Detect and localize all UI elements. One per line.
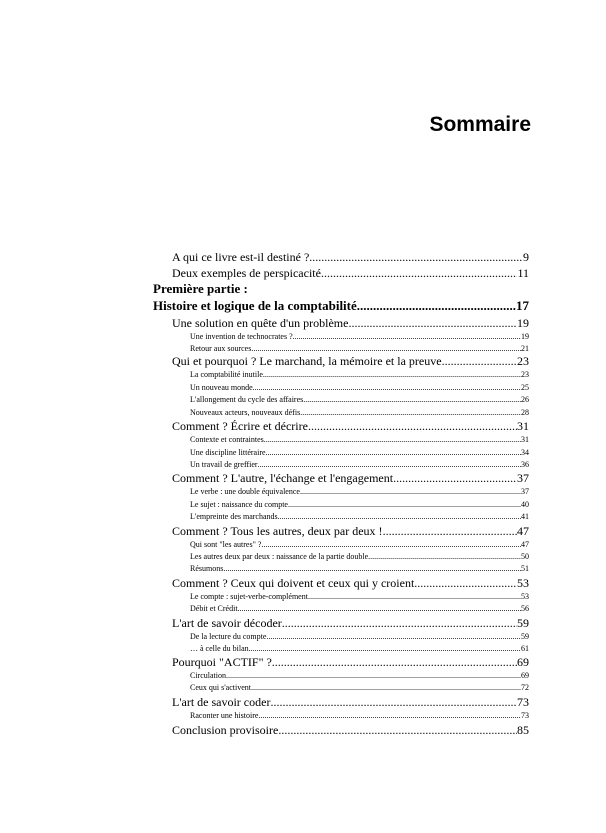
dot-leader — [308, 592, 521, 601]
toc-entry — [172, 419, 529, 434]
toc-entry-title: Le compte : sujet-verbe-complément — [190, 592, 308, 601]
toc-entry-title: Qui sont "les autres" ? — [190, 540, 262, 549]
toc-entry — [172, 316, 529, 331]
toc-subentry — [190, 711, 529, 720]
page-title: Sommaire — [429, 113, 531, 136]
dot-leader — [309, 250, 523, 265]
toc-subentry — [190, 408, 529, 417]
toc-entry-title: … à celle du bilan — [190, 644, 249, 653]
dot-leader — [303, 395, 521, 404]
toc-entry-title: La comptabilité inutile — [190, 370, 263, 379]
dot-leader — [223, 564, 521, 573]
toc-entry-title: Comment ? L'autre, l'échange et l'engagement — [172, 471, 394, 485]
toc-entry-title: Une solution en quête d'un problème — [172, 316, 349, 330]
toc-subentry — [190, 671, 529, 680]
toc-entry-page: 72 — [521, 683, 529, 692]
toc-entry-page: 37 — [517, 471, 529, 485]
toc-subentry — [190, 552, 529, 561]
toc-entry-page: 19 — [517, 316, 529, 330]
toc-subentry — [190, 395, 529, 404]
part-heading — [153, 281, 248, 297]
toc-entry-title: De la lecture du compte — [190, 632, 267, 641]
toc-entry-page: 73 — [517, 695, 529, 709]
dot-leader — [442, 354, 517, 369]
toc-entry-title: Comment ? Ceux qui doivent et ceux qui y croient — [172, 576, 415, 590]
toc-entry-page: 61 — [521, 644, 529, 653]
dot-leader — [266, 632, 521, 641]
toc-subentry — [190, 512, 529, 521]
toc-entry-page: 23 — [517, 354, 529, 368]
toc-entry-page: 17 — [516, 298, 529, 313]
toc-subentry — [190, 332, 529, 341]
toc-entry-page: 11 — [517, 266, 529, 280]
toc-entry-title: Comment ? Tous les autres, deux par deux ! — [172, 524, 383, 538]
dot-leader — [258, 711, 521, 720]
toc-entry-page: 23 — [521, 370, 529, 379]
toc-entry-page: 9 — [523, 250, 529, 264]
toc-entry — [172, 354, 529, 369]
dot-leader — [368, 552, 521, 561]
toc-entry-title: L'art de savoir décoder — [172, 616, 282, 630]
dot-leader — [357, 298, 516, 314]
toc-entry-page: 36 — [521, 460, 529, 469]
part-title-entry — [153, 298, 529, 314]
dot-leader — [270, 695, 517, 710]
toc-subentry — [190, 460, 529, 469]
dot-leader — [264, 435, 521, 444]
toc-subentry — [190, 632, 529, 641]
part-heading-label: Première partie : — [153, 281, 248, 296]
toc-entry — [172, 616, 529, 631]
toc-entry-page: 47 — [521, 540, 529, 549]
dot-leader — [249, 644, 521, 653]
toc-subentry — [190, 448, 529, 457]
toc-entry-page: 40 — [521, 500, 529, 509]
toc-subentry — [190, 604, 529, 613]
dot-leader — [288, 500, 521, 509]
toc-entry-title: Pourquoi "ACTIF" ? — [172, 655, 272, 669]
toc-entry — [172, 695, 529, 710]
dot-leader — [300, 408, 521, 417]
toc-entry-title: Retour aux sources — [190, 344, 252, 353]
toc-entry — [172, 723, 529, 738]
dot-leader — [258, 460, 521, 469]
toc-entry — [172, 250, 529, 265]
toc-entry — [172, 266, 529, 281]
toc-entry-page: 53 — [517, 576, 529, 590]
dot-leader — [383, 524, 517, 539]
toc-entry-title: Une discipline littéraire — [190, 448, 266, 457]
toc-entry-title: Un nouveau monde — [190, 383, 253, 392]
toc-entry-page: 59 — [521, 632, 529, 641]
toc-entry-title: Un travail de greffier — [190, 460, 258, 469]
toc-entry-page: 50 — [521, 552, 529, 561]
toc-entry-page: 28 — [521, 408, 529, 417]
toc-entry-title: L'allongement du cycle des affaires — [190, 395, 304, 404]
toc-subentry — [190, 370, 529, 379]
toc-entry-title: L'art de savoir coder — [172, 695, 271, 709]
toc-entry-page: 31 — [521, 435, 529, 444]
dot-leader — [263, 370, 521, 379]
dot-leader — [261, 540, 521, 549]
toc-entry-title: Circulation — [190, 671, 226, 680]
toc-entry — [172, 655, 529, 670]
dot-leader — [278, 723, 517, 738]
dot-leader — [300, 487, 521, 496]
toc-entry-page: 53 — [521, 592, 529, 601]
toc-entry — [172, 471, 529, 486]
dot-leader — [278, 512, 521, 521]
toc-entry-page: 85 — [517, 723, 529, 737]
toc-entry-title: A qui ce livre est-il destiné ? — [172, 250, 310, 264]
toc-entry-page: 19 — [521, 332, 529, 341]
toc-entry-page: 21 — [521, 344, 529, 353]
toc-entry-page: 41 — [521, 512, 529, 521]
toc-entry-page: 51 — [521, 564, 529, 573]
toc-entry-title: Conclusion provisoire — [172, 723, 279, 737]
toc-entry-title: Débit et Crédit — [190, 604, 238, 613]
toc-entry-title: Histoire et logique de la comptabilité — [153, 298, 357, 313]
toc-subentry — [190, 344, 529, 353]
dot-leader — [272, 655, 517, 670]
toc-subentry — [190, 383, 529, 392]
toc-entry-title: Deux exemples de perspicacité — [172, 266, 321, 280]
toc-entry-page: 47 — [517, 524, 529, 538]
dot-leader — [348, 316, 517, 331]
toc-entry-page: 56 — [521, 604, 529, 613]
dot-leader — [251, 344, 521, 353]
toc-subentry — [190, 487, 529, 496]
toc-entry-title: Le sujet : naissance du compte — [190, 500, 288, 509]
dot-leader — [321, 266, 518, 281]
toc-subentry — [190, 564, 529, 573]
toc-entry-title: Qui et pourquoi ? Le marchand, la mémoire et la preuve — [172, 354, 442, 368]
toc-subentry — [190, 500, 529, 509]
dot-leader — [293, 332, 521, 341]
toc-entry — [172, 524, 529, 539]
dot-leader — [308, 419, 517, 434]
toc-entry — [172, 576, 529, 591]
dot-leader — [226, 671, 521, 680]
dot-leader — [266, 448, 521, 457]
toc-entry-title: Résumons — [190, 564, 224, 573]
toc-entry-page: 73 — [521, 711, 529, 720]
toc-entry-page: 69 — [517, 655, 529, 669]
toc-entry-page: 34 — [521, 448, 529, 457]
toc-subentry — [190, 435, 529, 444]
toc-entry-page: 25 — [521, 383, 529, 392]
dot-leader — [251, 683, 521, 692]
toc-entry-title: Une invention de technocrates ? — [190, 332, 293, 341]
toc-entry-page: 26 — [521, 395, 529, 404]
dot-leader — [393, 471, 517, 486]
toc-entry-title: L'empreinte des marchands — [190, 512, 278, 521]
dot-leader — [253, 383, 521, 392]
toc-entry-page: 37 — [521, 487, 529, 496]
toc-subentry — [190, 540, 529, 549]
toc-entry-title: Raconter une histoire — [190, 711, 259, 720]
dot-leader — [414, 576, 517, 591]
dot-leader — [238, 604, 521, 613]
toc-entry-page: 31 — [517, 419, 529, 433]
toc-entry-page: 69 — [521, 671, 529, 680]
toc-entry-title: Nouveaux acteurs, nouveaux défis — [190, 408, 301, 417]
toc-entry-page: 59 — [517, 616, 529, 630]
toc-subentry — [190, 592, 529, 601]
toc-entry-title: Comment ? Écrire et décrire — [172, 419, 308, 433]
toc-entry-title: Les autres deux par deux : naissance de la partie double — [190, 552, 369, 561]
toc-subentry — [190, 644, 529, 653]
toc-entry-title: Le verbe : une double équivalence — [190, 487, 300, 496]
toc-entry-title: Ceux qui s'activent — [190, 683, 251, 692]
toc-subentry — [190, 683, 529, 692]
dot-leader — [282, 616, 517, 631]
toc-entry-title: Contexte et contraintes — [190, 435, 264, 444]
